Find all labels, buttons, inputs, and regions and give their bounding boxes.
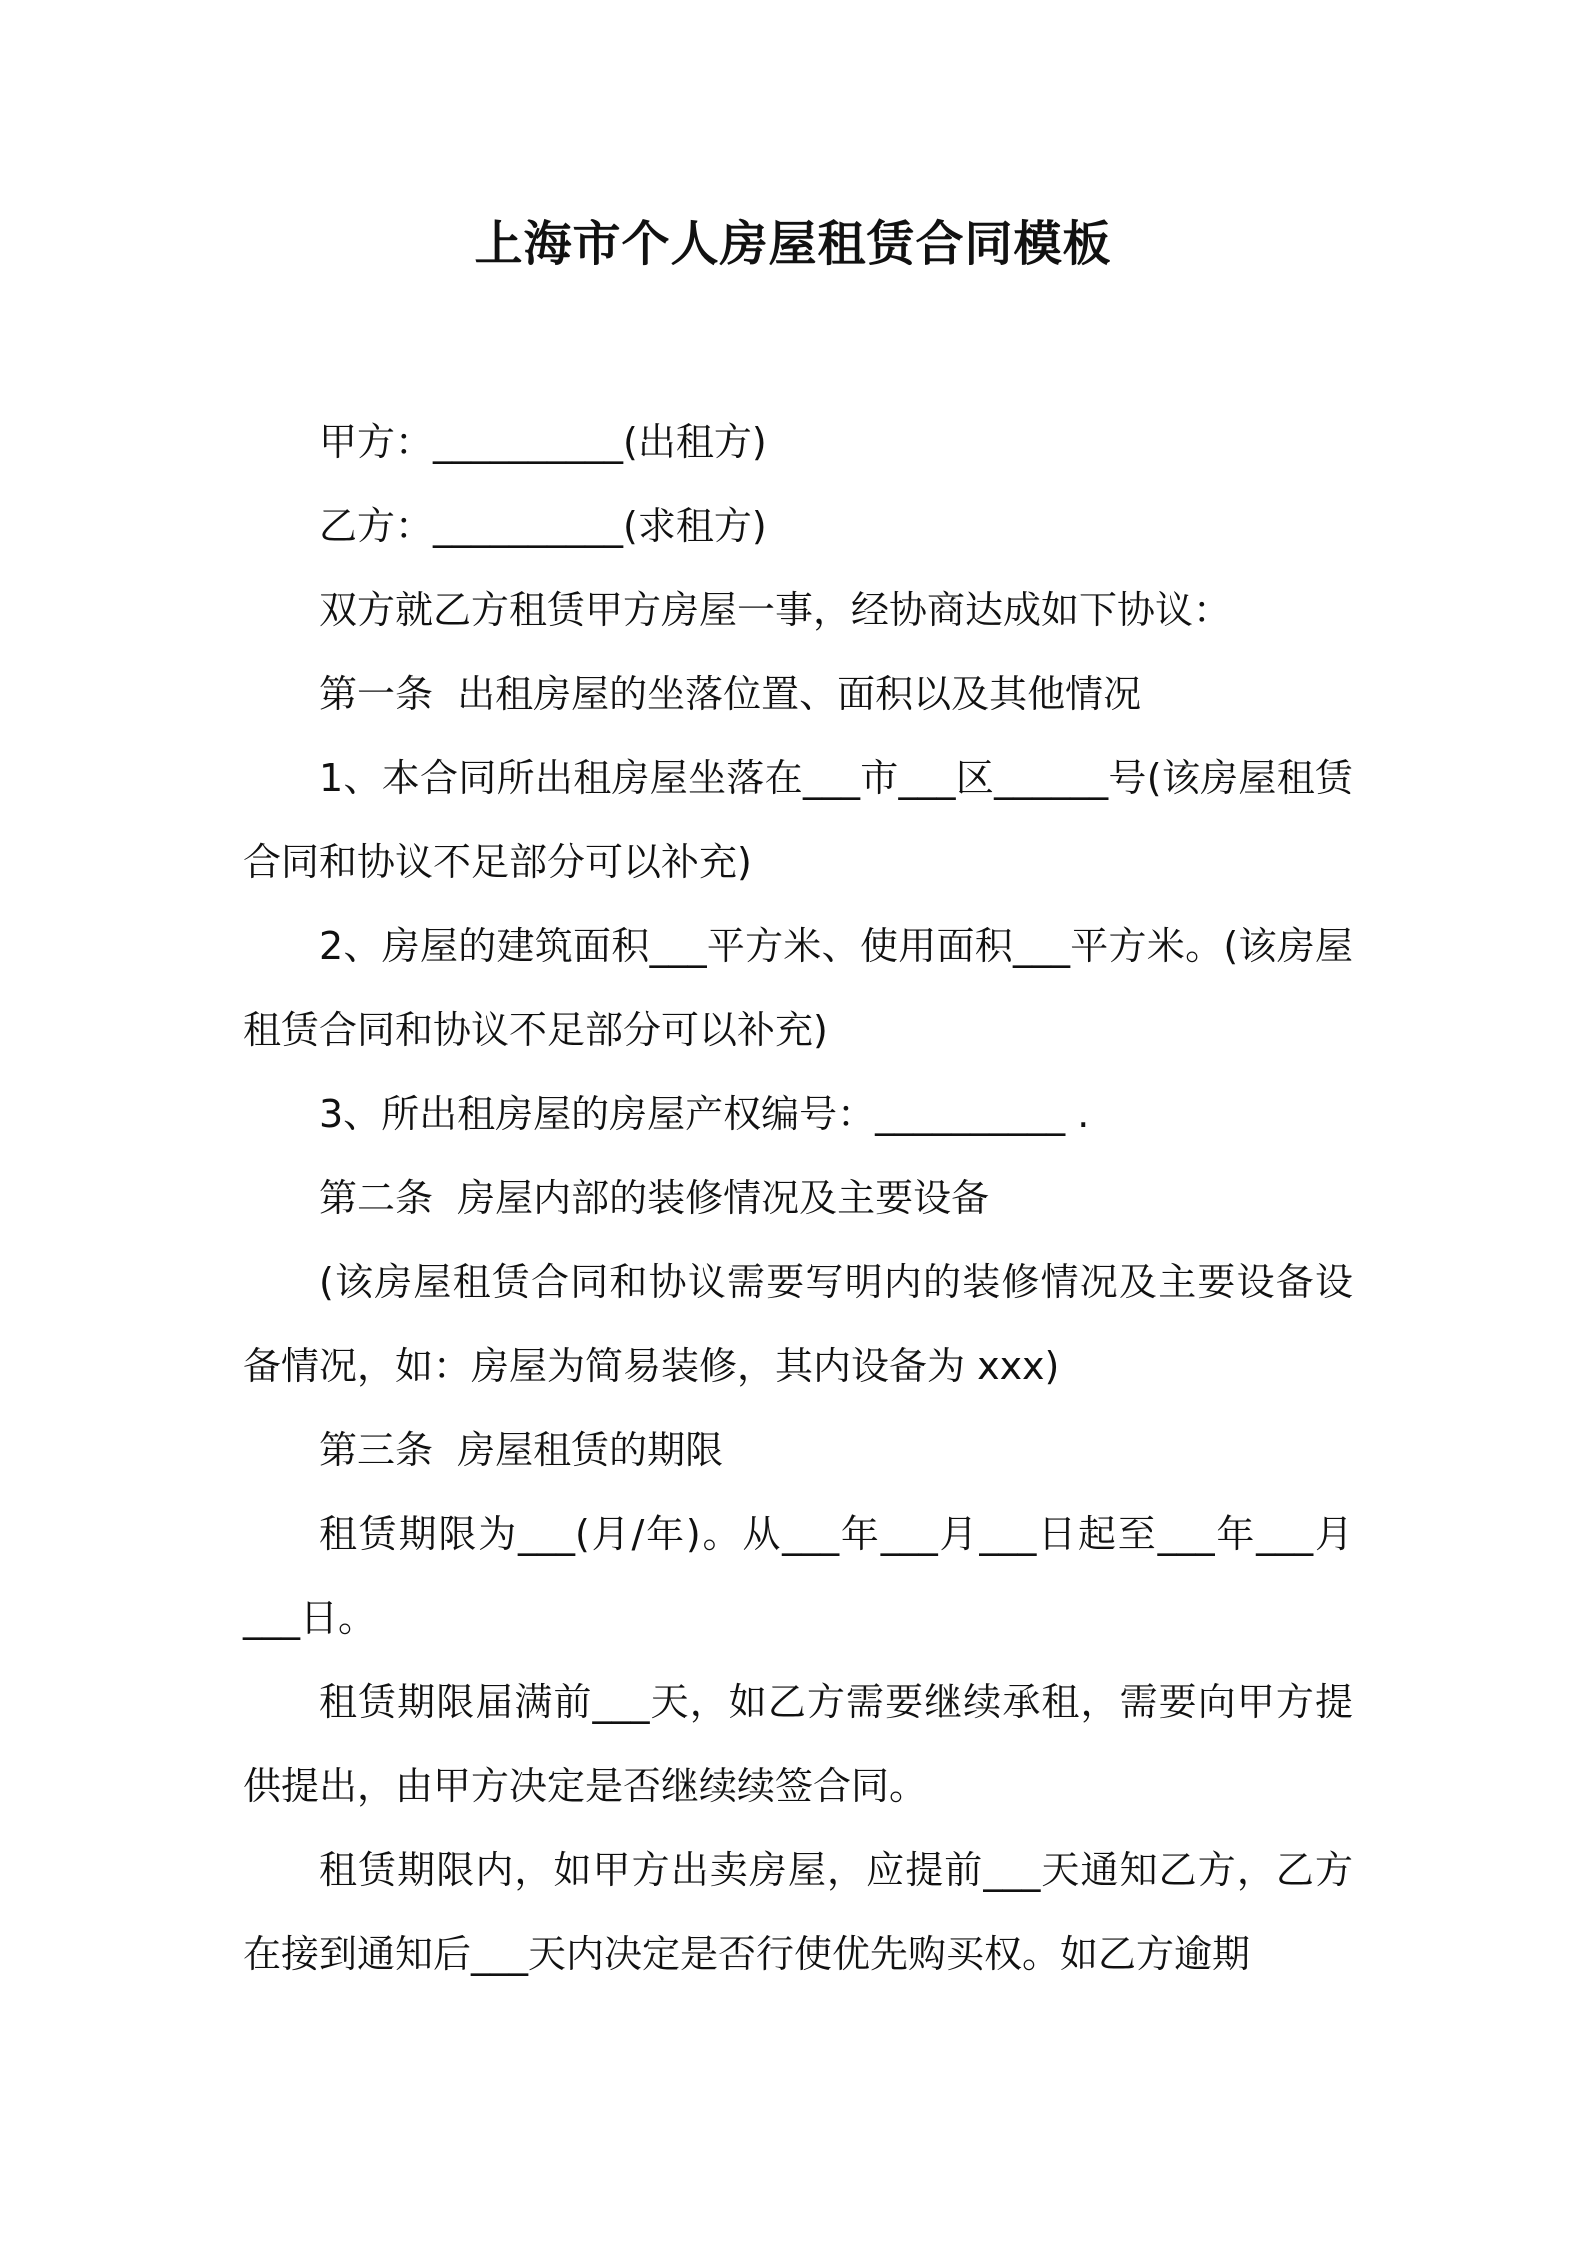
party-a-line: 甲方：__________(出租方) [319,420,767,464]
article-2-heading: 第二条 房屋内部的装修情况及主要设备 [319,1176,990,1220]
article-1-item-3: 3、所出租房屋的房屋产权编号：__________ . [319,1092,1090,1136]
document-title: 上海市个人房屋租赁合同模板 [474,216,1112,272]
article-2-note: (该房屋租赁合同和协议需要写明内的装修情况及主要设备设备情况，如：房屋为简易装修，其内设备为 xxx) [243,1260,1353,1388]
article-1-item-2: 2、房屋的建筑面积___平方米、使用面积___平方米。(该房屋租赁合同和协议不足部分可以补充) [243,924,1353,1052]
renewal-paragraph: 租赁期限届满前___天，如乙方需要继续承租，需要向甲方提供提出，由甲方决定是否继续续签合同。 [243,1680,1353,1808]
lease-term-paragraph: 租赁期限为___(月/年)。从___年___月___日起至___年___月___日。 [243,1512,1353,1640]
agreement-intro: 双方就乙方租赁甲方房屋一事，经协商达成如下协议： [319,588,1232,632]
party-b-line: 乙方：__________(求租方) [319,504,767,548]
article-1-item-1: 1、本合同所出租房屋坐落在___市___区______号(该房屋租赁合同和协议不足部分可以补充) [243,756,1353,884]
article-1-heading: 第一条 出租房屋的坐落位置、面积以及其他情况 [319,672,1142,716]
article-3-heading: 第三条 房屋租赁的期限 [319,1428,724,1472]
document-body [243,400,1353,1996]
sale-notice-paragraph: 租赁期限内，如甲方出卖房屋，应提前___天通知乙方，乙方在接到通知后___天内决定是否行使优先购买权。如乙方逾期 [243,1848,1353,1976]
